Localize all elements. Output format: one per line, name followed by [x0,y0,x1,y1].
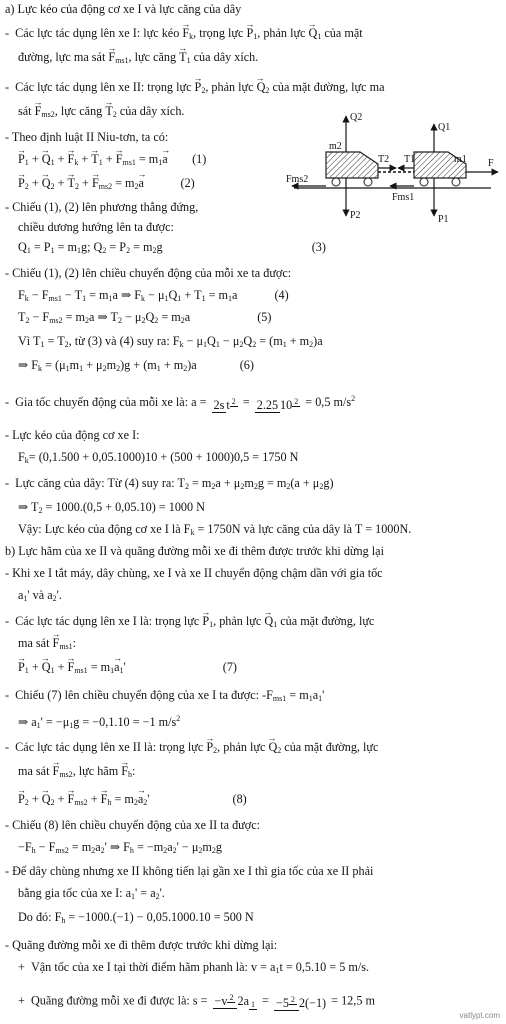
text-line: $F_k= (0,1.500 + 0,05.1000)10 + (500 + 1000)0,5 = 1750$ N [18,450,299,465]
fms1-label: Fms1 [392,192,415,203]
car-ii [326,152,378,178]
equation-7: → $P_1$ + → $Q_1$ + → $F_{ms1} = m_1\to a_1'$ (7) [18,660,237,678]
text-line: Do đó: $F_h = -1000.(-1) - 0,05.1000.10 = 500$ N [18,910,254,925]
p1-label: P1 [438,214,449,225]
text-line: sát → $F_{ms2}$, lực căng → $T_2$ của dây xích. [18,104,184,122]
two-cars-force-diagram [286,102,502,228]
wheel [364,178,372,186]
q1-label: Q1 [438,122,451,133]
text-line: chiều dương hướng lên ta được: [18,220,174,234]
text-line: - Các lực tác dụng lên xe II: trọng lực → $P_2$, phản lực → $Q_2$ của mặt đường, lực ma [5,80,385,98]
text-line: - Chiếu (1), (2) lên phương thẳng đứng, [5,200,199,214]
text-line: - Các lực tác dụng lên xe I: lực kéo → $F_k$, trọng lực → $P_1$, phản lực → $Q_1$ của mặt [5,26,363,44]
text-line: - Lực kéo của động cơ xe I: [5,428,140,442]
text-line: + Vận tốc của xe I tại thời điểm hãm phanh là: $v = a_1t = 0,5.10 = 5$ m/s. [18,960,370,975]
equation-8: → $P_2$ + → $Q_2$ + → $F_{ms2}$ + → $F_h = m_2\to a_2'$ (8) [18,792,247,810]
text-line: Vì $T_1 = T_2$, từ (3) và (4) suy ra: $F_k - \mu_1Q_1 - \mu_2Q_2 = (m_1 + m_2)a$ [18,334,323,349]
watermark: vatlypt.com [459,1011,500,1020]
text-line: - Chiếu (7) lên chiều chuyển động của xe I ta được: $-F_{ms1} = m_1a_1'$ [5,688,325,703]
text-line: đường, lực ma sát → $F_{ms1}$, lực căng → $T_1$ của dây xích. [18,50,258,68]
text-line: - Theo định luật II Niu-tơn, ta có: [5,130,169,144]
text-line: $a_1'$ và $a_2'$. [18,588,62,603]
m1-label: m1 [454,154,467,165]
text-line: + Quãng đường mỗi xe đi được là: s = −v $^2$ 2a $_1$ = −5 $^2$ 2(−1) = 12,5 m [18,993,375,1010]
text-line: ⇒ $T_2 = 1000.(0,5 + 0,05.10) = 1000$ N [18,500,205,515]
text-line: - Để dây chùng nhưng xe II không tiến lại gần xe I thì gia tốc của xe II phải [5,864,374,878]
section-b-heading: b) Lực hãm của xe II và quãng đường mỗi xe đi thêm được trước khi dừng lại [5,544,384,558]
m2-label: m2 [329,141,342,152]
section-a-heading: a) Lực kéo của động cơ xe I và lực căng của dây [5,2,242,16]
text-line: bằng gia tốc của xe I: $a_1' = a_2'$. [18,886,165,901]
text-line: - Khi xe I tắt máy, dây chùng, xe I và xe II chuyển động chậm dần với gia tốc [5,566,383,580]
text-line: - Chiếu (8) lên chiều chuyển động của xe II ta được: [5,818,261,832]
t1-label: T1 [404,154,416,165]
text-line: - Chiếu (1), (2) lên chiều chuyển động của mỗi xe ta được: [5,266,292,280]
text-line: - Các lực tác dụng lên xe I là: trọng lực → $P_1$, phản lực → $Q_1$ của mặt đường, lực [5,614,374,632]
text-line: - Quãng đường mỗi xe đi thêm được trước khi dừng lại: [5,938,278,952]
equation-1: → $P_1$ + → $Q_1$ + → $F_k$ + → $T_1$ + → $F_{ms1} = m_1\to a$ (1) [18,152,206,170]
text-line: - Các lực tác dụng lên xe II là: trọng lực → $P_2$, phản lực → $Q_2$ của mặt đường, lực [5,740,378,758]
q2-label: Q2 [350,112,363,123]
f-label: F [488,158,494,169]
text-line: ⇒ $a_1' = -\mu_1g = -0,1.10 = -1$ $m/s^2$ [18,714,181,730]
equation-6: ⇒ $F_k = (\mu_1m_1 + \mu_2m_2)g + (m_1 + m_2)a$ (6) [18,358,254,373]
wheel [452,178,460,186]
text-line: - Gia tốc chuyển động của mỗi xe là: a = 2s t $^2$ = 2.25 10 $^2$ = 0,5 $m/s^2$ [5,394,356,412]
text-line: - Lực căng của dây: Từ (4) suy ra: $T_2 = m_2a + \mu_2m_2g = m_2(a + \mu_2g)$ [5,476,334,491]
t2-label: T2 [378,154,390,165]
text-line: ma sát → $F_{ms2}$, lực hãm → $F_h$: [18,764,135,782]
text-line: ma sát → $F_{ms1}$: [18,636,76,654]
equation-2: → $P_2$ + → $Q_2$ + → $T_2$ + → $F_{ms2} = m_2\to a$ (2) [18,176,195,194]
equation-3: $Q_1 = P_1 = m_1g$; $Q_2 = P_2 = m_2g$ (3) [18,240,326,255]
p2-label: P2 [350,210,361,221]
text-line: $-F_h - F_{ms2} = m_2a_2'$ ⇒ $F_h = -m_2a_2' - \mu_2m_2g$ [18,840,222,855]
equation-5: $T_2 - F_{ms2} = m_2a$ ⇒ $T_2 - \mu_2Q_2 = m_2a$ (5) [18,310,272,325]
wheel [420,178,428,186]
fms2-label: Fms2 [286,174,309,185]
equation-4: $F_k - F_{ms1} - T_1 = m_1a$ ⇒ $F_k - \mu_1Q_1 + T_1 = m_1a$ (4) [18,288,289,303]
wheel [332,178,340,186]
text-line: Vậy: Lực kéo của động cơ xe I là $F_k = 1750N$ và lực căng của dây là T = 1000N. [18,522,412,537]
